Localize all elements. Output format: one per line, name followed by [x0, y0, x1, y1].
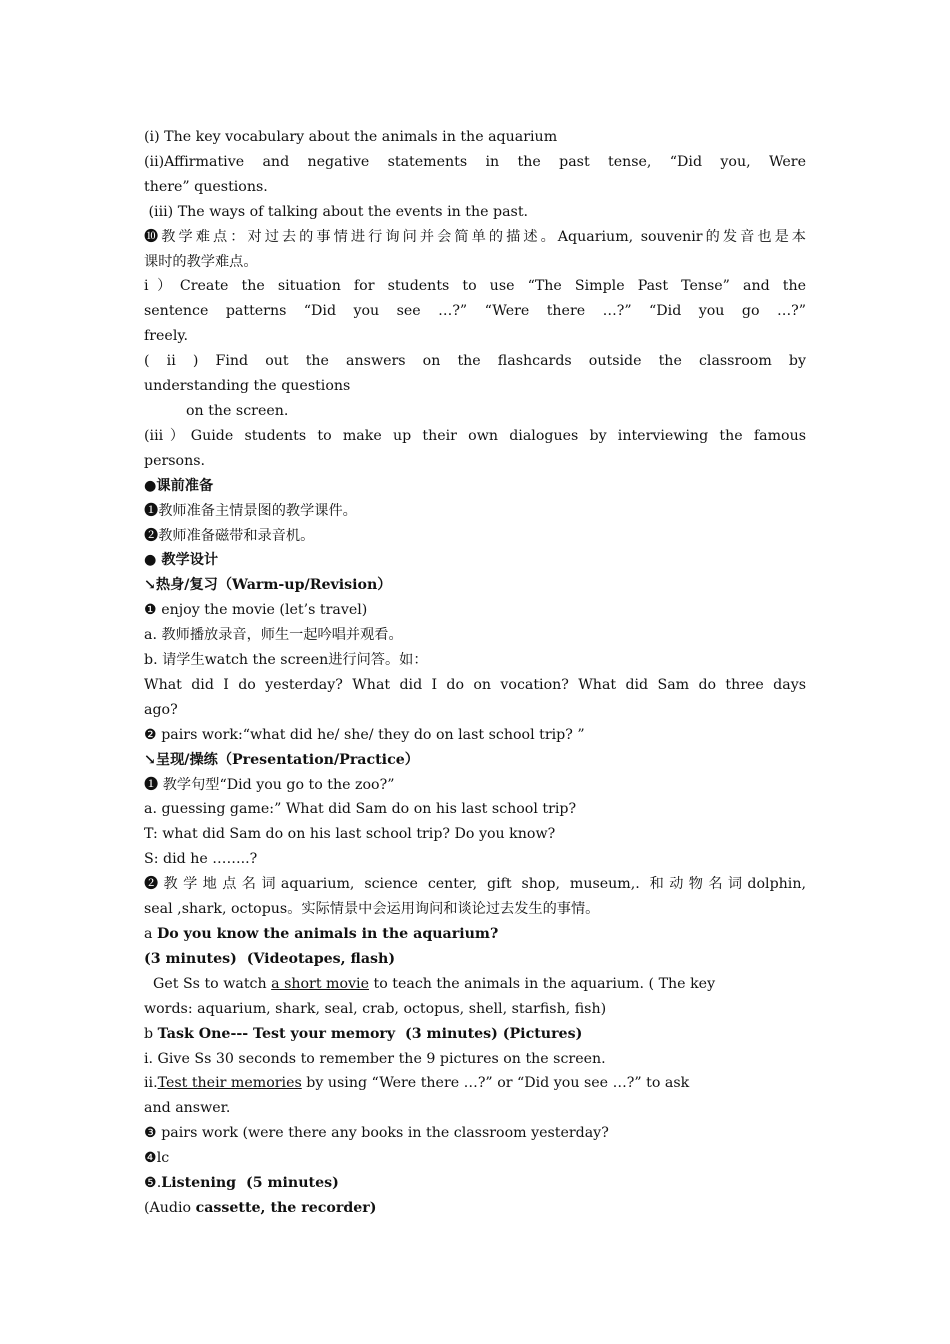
section-a-duration: (3 minutes) (Videotapes, flash)	[144, 950, 396, 967]
warmup-item-2: ❷ pairs work:“what did he/ she/ they do on last school trip? ”	[144, 726, 585, 743]
warmup-item-1b: b. 请学生watch the screen进行问答。如：	[144, 652, 428, 669]
difficulty-item-2: ( ii ) Find out the answers on the flashcards outside the classroom by	[144, 353, 806, 370]
short-movie-link: a short movie	[271, 975, 369, 992]
section-b-step-1: i. Give Ss 30 seconds to remember the 9 pictures on the screen.	[144, 1050, 606, 1067]
section-b-step-2	[144, 1071, 806, 1096]
warmup-heading: ↘热身/复习（Warm-up/Revision）	[144, 577, 392, 594]
preparation-item-1: ❶教师准备主情景图的教学课件。	[144, 502, 357, 519]
warmup-item-1: ❶ enjoy the movie (let’s travel)	[144, 602, 368, 619]
listening-heading	[144, 1171, 806, 1196]
difficulty-item-2-end: on the screen.	[186, 402, 289, 419]
preparation-heading: ●课前准备	[144, 477, 214, 494]
section-a-body-post: to teach the animals in the aquarium. ( The key	[369, 975, 716, 992]
listening-title: Listening (5 minutes)	[161, 1175, 339, 1192]
objective-line-4: (iii) The ways of talking about the events in the past.	[144, 203, 529, 220]
test-memories-text: Test their memories	[157, 1075, 302, 1092]
difficulty-item-3: (iii）Guide students to make up their own dialogues by interviewing the famous	[144, 427, 806, 444]
item-1c: ❹lc	[144, 1150, 170, 1167]
section-a-heading	[144, 922, 806, 947]
difficulty-item-1-cont: sentence patterns “Did you see …?” “Were there …?” “Did you go …?”	[144, 303, 806, 320]
difficulty-item-2-cont: understanding the questions	[144, 378, 351, 395]
objective-line-1: (i) The key vocabulary about the animals in the aquarium	[144, 129, 558, 145]
section-b-title: Task One--- Test your memory (3 minutes) (Pictures)	[157, 1025, 583, 1042]
section-b-marker: b	[144, 1025, 158, 1042]
warmup-questions: What did I do yesterday? What did I do on vocation? What did Sam do three days	[144, 676, 806, 693]
guessing-game: a. guessing game:” What did Sam do on his last school trip?	[144, 801, 577, 818]
presentation-item-2-cont: seal ,shark, octopus。实际情景中会运用询问和谈论过去发生的事情。	[144, 901, 600, 918]
pairs-work-item: ❸ pairs work (were there any books in the classroom yesterday?	[144, 1125, 609, 1142]
section-b-step-2-post: by using “Were there …?” or “Did you see …?” to ask	[301, 1075, 690, 1092]
presentation-item-2: ❷教学地点名词aquarium, science center, gift shop, museum,. 和动物名词dolphin,	[144, 876, 806, 893]
warmup-item-1a: a. 教师播放录音，师生一起吟唱并观看。	[144, 627, 403, 644]
section-a-keywords: words: aquarium, shark, seal, crab, octopus, shell, starfish, fish)	[144, 1000, 607, 1017]
difficulty-heading-cont: 课时的教学难点。	[144, 253, 258, 270]
document-page	[144, 125, 806, 1221]
difficulty-heading: ❿教学难点：对过去的事情进行询问并会简单的描述。Aquarium, souvenir的发音也是本	[144, 228, 806, 245]
listening-marker: ❺.	[144, 1175, 162, 1192]
presentation-heading: ↘呈现/操练（Presentation/Practice）	[144, 751, 419, 768]
difficulty-item-1: i）Create the situation for students to use “The Simple Past Tense” and the	[144, 278, 806, 295]
section-a-body	[144, 972, 806, 997]
objective-line-2: (ii)Affirmative and negative statements in the past tense, “Did you, Were	[144, 153, 806, 170]
teacher-line: T: what did Sam do on his last school trip? Do you know?	[144, 826, 556, 843]
section-b-heading	[144, 1022, 806, 1047]
section-a-marker: a	[144, 926, 157, 942]
preparation-item-2: ❷教师准备磁带和录音机。	[144, 527, 315, 544]
presentation-item-1: ❶ 教学句型“Did you go to the zoo?”	[144, 776, 395, 793]
difficulty-item-3-end: persons.	[144, 452, 206, 469]
difficulty-item-1-end: freely.	[144, 328, 189, 345]
warmup-questions-end: ago?	[144, 701, 178, 718]
section-b-step-2-pre: ii.	[144, 1075, 158, 1092]
section-b-step-2-end: and answer.	[144, 1100, 231, 1117]
listening-materials-pre: (Audio	[144, 1199, 196, 1216]
objective-line-3: there” questions.	[144, 178, 268, 195]
student-line: S: did he ……..?	[144, 851, 258, 868]
design-heading: ● 教学设计	[144, 552, 219, 569]
listening-materials	[144, 1196, 806, 1221]
section-a-title: Do you know the animals in the aquarium?	[156, 926, 499, 942]
listening-materials-bold: cassette, the recorder)	[195, 1199, 377, 1216]
section-a-body-pre: Get Ss to watch	[144, 975, 272, 992]
